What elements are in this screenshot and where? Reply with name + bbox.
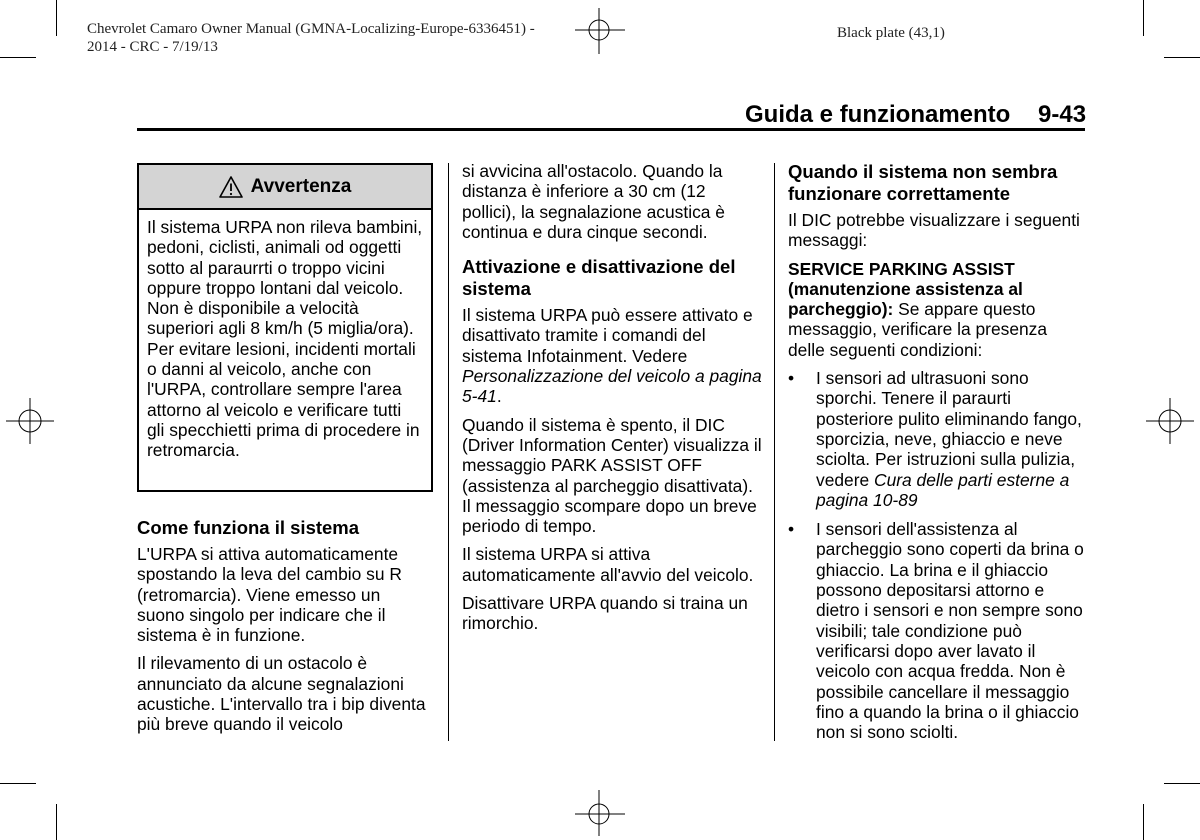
- page-number: 9-43: [1038, 101, 1087, 128]
- column-divider: [448, 163, 449, 741]
- paragraph: [462, 305, 762, 406]
- registration-mark-top: [575, 8, 625, 54]
- conditions-list: [788, 368, 1088, 742]
- message-description: Se appare questo messaggio, verificare la presenza delle seguenti condizioni:: [788, 299, 1048, 360]
- column-3: [788, 161, 1088, 751]
- warning-box: [137, 163, 433, 492]
- list-item: [788, 519, 1088, 742]
- paragraph: Il DIC potrebbe visualizzare i seguenti messaggi:: [788, 210, 1080, 251]
- bullet: •: [788, 368, 795, 389]
- paragraph: si avvicina all'ostacolo. Quando la distanza è inferiore a 30 cm (12 pollici), la segnalazione acustica è continua e dura cinque secondi.: [462, 161, 725, 242]
- header-rule: [137, 128, 1085, 131]
- cross-reference-link[interactable]: Personalizzazione del veicolo a pagina 5-41: [462, 366, 762, 407]
- paragraph: Il sistema URPA si attiva automaticamente all'avvio del veicolo.: [462, 544, 754, 585]
- paragraph: L'URPA si attiva automaticamente spostando la leva del cambio su R (retromarcia). Viene emesso un suono singolo per indicare che il sistema è in funzione.: [137, 544, 402, 646]
- warning-triangle-icon: [219, 176, 243, 198]
- section-heading: Quando il sistema non sembra funzionare correttamente: [788, 161, 1058, 204]
- warning-text: Il sistema URPA non rileva bambini, pedoni, ciclisti, animali od oggetti sotto al paraurrti o troppo vicini oppure troppo lontani dal veicolo. Non è disponibile a velocità superiori agli 8 km/h (5 miglia/ora). Per evitare lesioni, incidenti mortali o danni al veicolo, anche con l'URPA, controllare sempre l'area attorno al veicolo e verificare tutti gli specchietti prima di procedere in retromarcia.: [147, 217, 423, 461]
- column-divider: [774, 163, 775, 741]
- paragraph: Quando il sistema è spento, il DIC (Driver Information Center) visualizza il messaggio PARK ASSIST OFF (assistenza al parcheggio disattivata). Il messaggio scompare dopo un breve periodo di tempo.: [462, 414, 762, 537]
- registration-mark-left: [6, 398, 54, 444]
- paragraph-end: .: [496, 386, 502, 407]
- registration-mark-right: [1146, 398, 1194, 444]
- print-header-line2: 2014 - CRC - 7/19/13: [87, 39, 218, 55]
- column-2: [462, 161, 762, 642]
- print-header-line1: Chevrolet Camaro Owner Manual (GMNA-Localizing-Europe-6336451) -: [87, 21, 535, 37]
- dic-message: SERVICE PARKING ASSIST (manutenzione assistenza al parcheggio):: [788, 258, 1023, 320]
- paragraph-text: Il sistema URPA può essere attivato e disattivato tramite i comandi del sistema Infotainment. Vedere: [462, 305, 753, 366]
- registration-mark-bottom: [575, 790, 625, 836]
- list-item-text: I sensori ad ultrasuoni sono sporchi. Tenere il paraurti posteriore pulito eliminando fango, sporcizia, neve, ghiaccio e neve sciolta. Per istruzioni sulla pulizia, vedere: [816, 368, 1082, 490]
- section-title: Guida e funzionamento: [745, 101, 1011, 128]
- section-heading: Attivazione e disattivazione del sistema: [462, 256, 736, 300]
- paragraph: Il rilevamento di un ostacolo è annunciato da alcune segnalazioni acustiche. L'intervallo tra i bip diventa più breve quando il veicolo: [137, 653, 426, 735]
- cross-reference-link[interactable]: Cura delle parti esterne a pagina 10-89: [816, 469, 1070, 510]
- message-paragraph: [788, 259, 1088, 360]
- column-1: [137, 517, 427, 743]
- warning-header: [139, 165, 431, 210]
- section-heading: Come funziona il sistema: [137, 517, 360, 538]
- list-item-text: I sensori dell'assistenza al parcheggio sono coperti da brina o ghiaccio. La brina e il ghiaccio possono depositarsi attorno e dietro i sensori e non sempre sono visibili; tale condizione può verificarsi dopo aver lavato il veicolo con acqua fredda. Non è possibile cancellare il messaggio fino a quando la brina o il ghiaccio non si sono sciolti.: [816, 519, 1084, 743]
- list-item: [788, 368, 1088, 510]
- plate-label: Black plate (43,1): [837, 25, 945, 41]
- bullet: •: [788, 519, 795, 540]
- paragraph: Disattivare URPA quando si traina un rimorchio.: [462, 593, 748, 634]
- warning-title: Avvertenza: [250, 175, 352, 197]
